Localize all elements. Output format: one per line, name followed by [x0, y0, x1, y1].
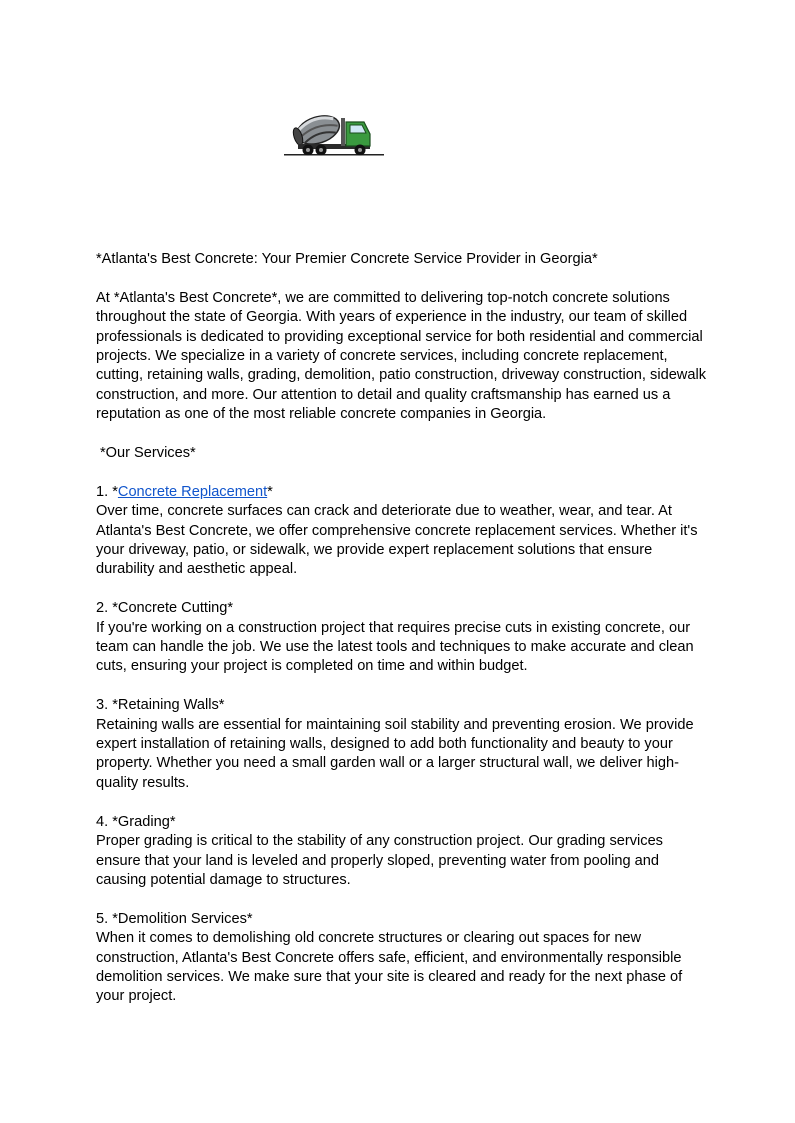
services-heading: *Our Services*	[100, 445, 196, 462]
service-body-4: Proper grading is critical to the stability of any construction project. Our grading services ensure that your land is leveled and properly sloped, preventing water from pooling and causing potential damage to structures.	[96, 833, 663, 888]
document-body	[96, 250, 706, 1007]
concrete-replacement-link[interactable]: Concrete Replacement	[117, 483, 268, 500]
service-body-5: When it comes to demolishing old concrete structures or clearing out spaces for new construction, Atlanta's Best Concrete offers safe, efficient, and environmentally responsible demolition services. We make sure that your site is cleared and ready for the next phase of your project.	[96, 930, 683, 1005]
service-heading-3: 3. *Retaining Walls*	[96, 697, 225, 714]
intro-paragraph: At *Atlanta's Best Concrete*, we are committed to delivering top-notch concrete solutions throughout the state of Georgia. With years of experience in the industry, our team of skilled professionals is dedicated to providing exceptional service for both residential and commercial projects. We specialize in a variety of concrete services, including concrete replacement, cutting, retaining walls, grading, demolition, patio construction, driveway construction, sidewalk construction, and more. Our attention to detail and quality craftsmanship has earned us a reputation as one of the most reliable concrete companies in Georgia.	[96, 289, 707, 423]
service-heading-2: 2. *Concrete Cutting*	[96, 600, 234, 617]
service-body-3: Retaining walls are essential for maintaining soil stability and preventing erosion. We provide expert installation of retaining walls, designed to add both functionality and beauty to your property. Whether you need a small garden wall or a larger structural wall, we deliver high-quality results.	[96, 716, 694, 791]
service-heading-4: 4. *Grading*	[96, 813, 176, 830]
service-heading-5: 5. *Demolition Services*	[96, 910, 253, 927]
cement-mixer-truck-icon	[284, 106, 384, 160]
service-body-2: If you're working on a construction project that requires precise cuts in existing concrete, our team can handle the job. We use the latest tools and techniques to make accurate and clean cuts, ensuring your project is completed on time and within budget.	[96, 619, 694, 675]
document-title: *Atlanta's Best Concrete: Your Premier Concrete Service Provider in Georgia*	[96, 251, 598, 267]
service-heading-1: 1. *Concrete Replacement*	[96, 483, 273, 500]
service-body-1: Over time, concrete surfaces can crack and deteriorate due to weather, wear, and tear. At Atlanta's Best Concrete, we offer comprehensive concrete replacement services. Whether it's your driveway, patio, or sidewalk, we provide expert replacement solutions that ensure durability and aesthetic appeal.	[96, 503, 698, 578]
